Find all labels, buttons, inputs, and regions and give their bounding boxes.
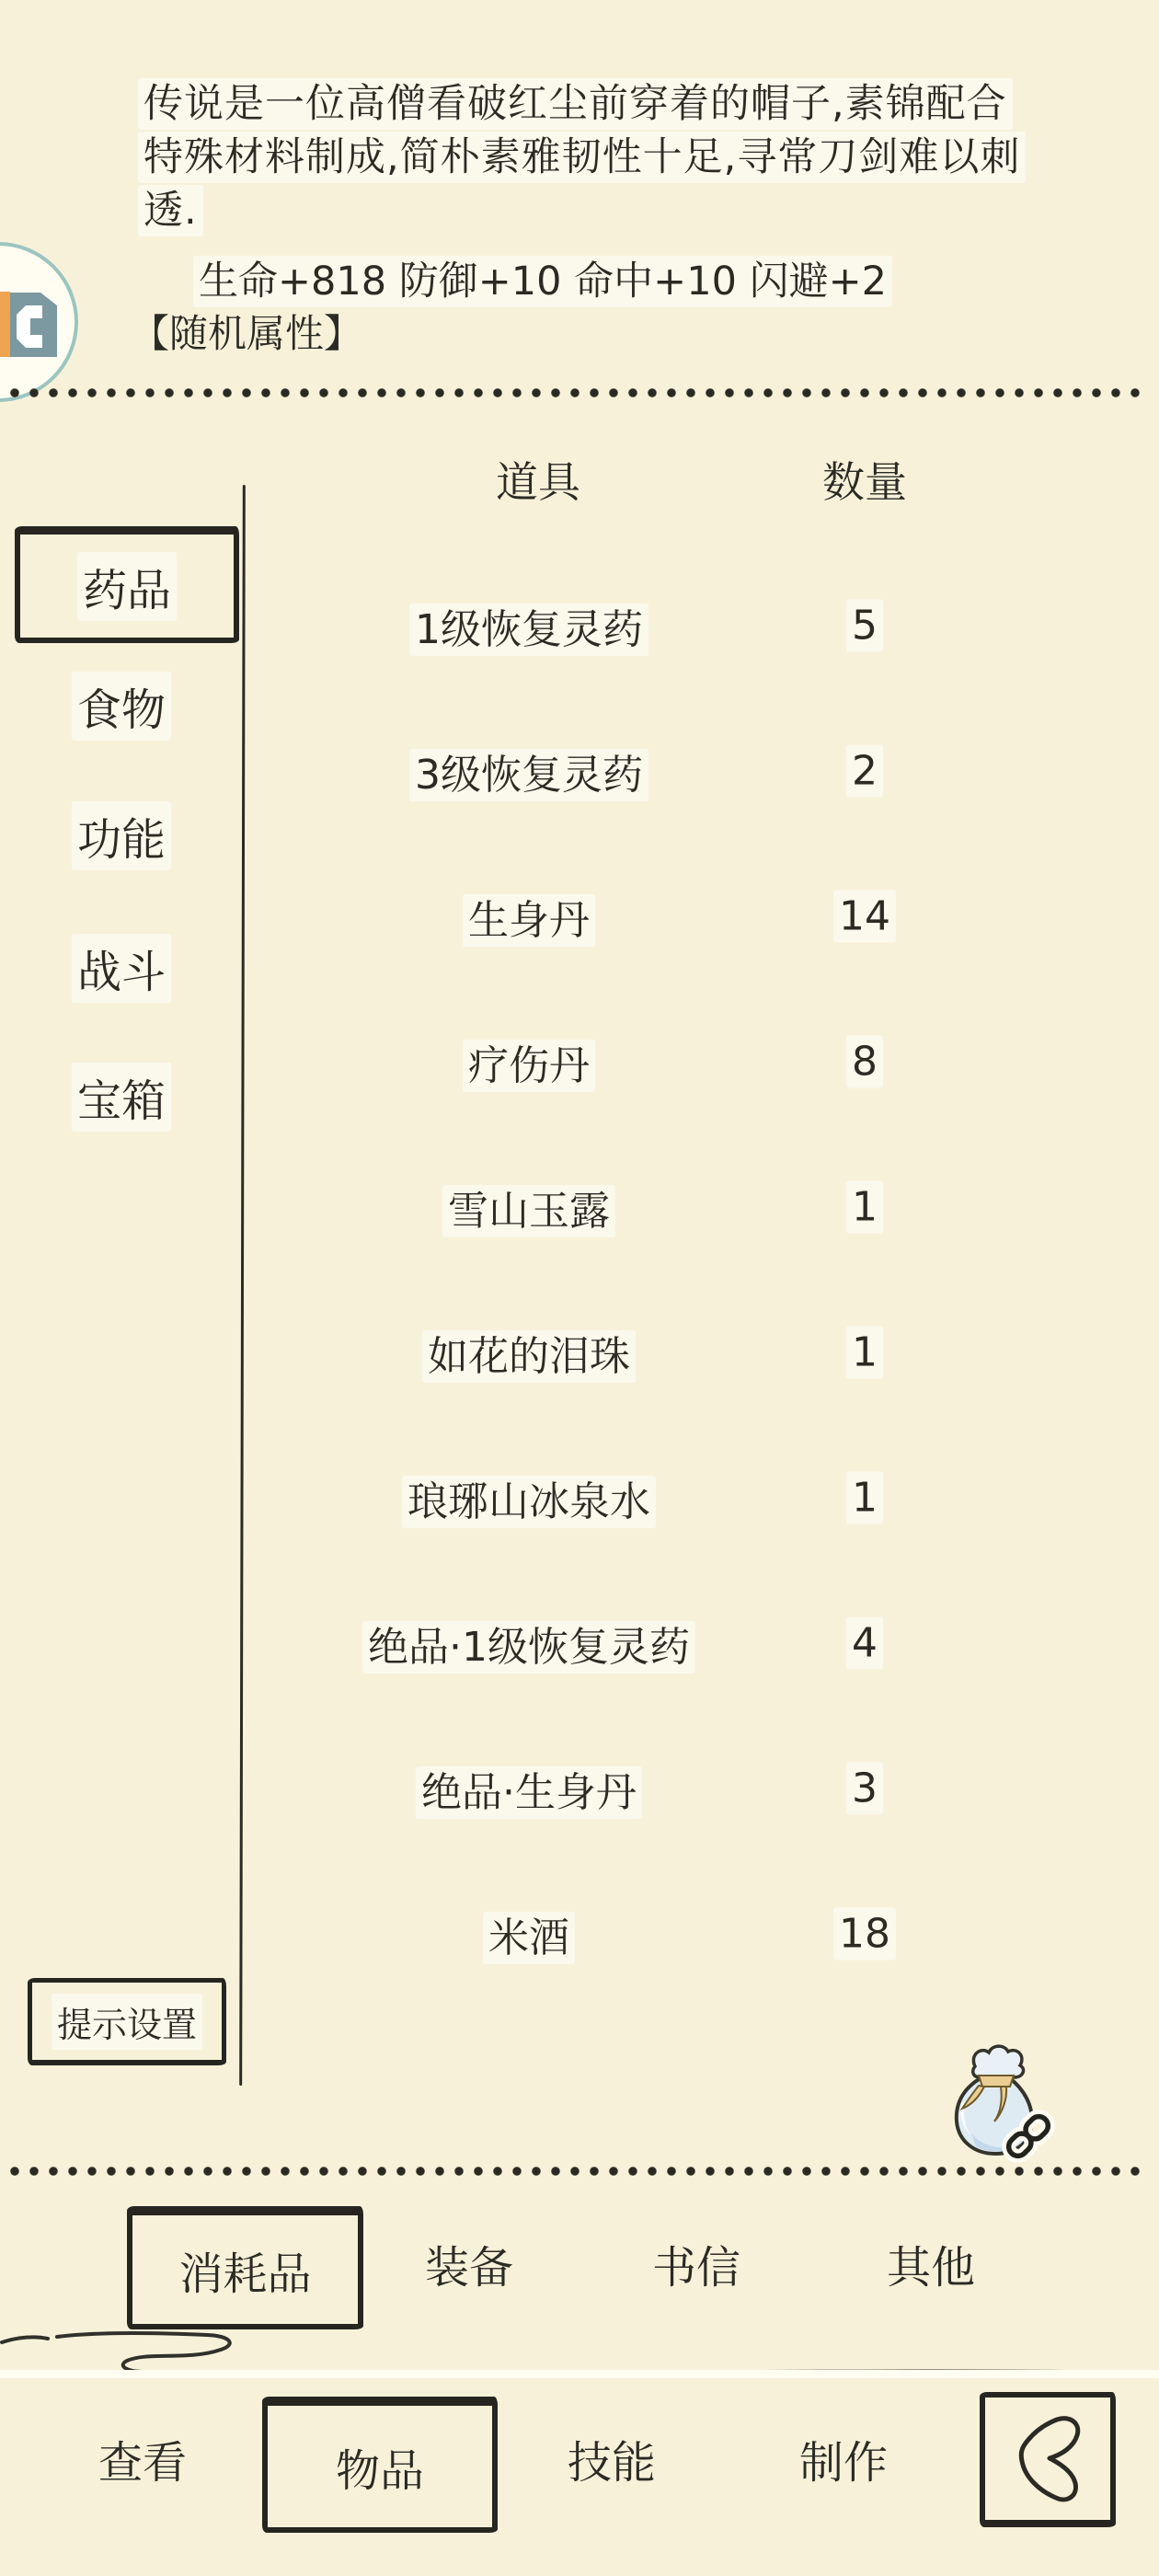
page-edge-squiggle [0,2322,1159,2374]
item-name: 绝品·生身丹 [271,1759,786,1818]
tab-label: 消耗品 [178,2248,312,2300]
tab-others[interactable] [848,2236,1014,2294]
item-name: 疗伤丹 [271,1032,786,1091]
tab-consumables[interactable] [127,2206,363,2329]
nav-items[interactable] [262,2397,498,2533]
money-bag-icon[interactable] [944,2044,1063,2164]
sidebar-category-label: 食物 [72,672,171,741]
inventory-row[interactable] [0,1134,1159,1280]
nav-skills[interactable] [534,2432,690,2489]
dotted-divider-bottom [9,2166,1148,2178]
inventory-row[interactable] [0,553,1159,698]
item-name: 雪山玉露 [271,1178,786,1236]
tab-label: 书信 [651,2241,740,2294]
item-quantity: 1 [800,1475,929,1522]
nav-label: 技能 [567,2436,656,2489]
nav-view[interactable] [64,2432,221,2489]
tip-settings-label: 提示设置 [52,1994,202,2050]
sidebar-category-label: 战斗 [72,934,171,1003]
tab-label: 装备 [424,2241,513,2294]
item-name: 如花的泪珠 [271,1323,786,1382]
item-quantity: 8 [800,1039,929,1086]
nav-label: 查看 [98,2436,187,2489]
back-arrow-icon [1002,2410,1094,2507]
inventory-row[interactable] [0,1570,1159,1716]
nav-label: 制作 [798,2436,888,2489]
assistant-badge[interactable] [0,237,92,407]
item-quantity: 1 [800,1329,929,1376]
inventory-row[interactable] [0,989,1159,1134]
item-quantity: 2 [800,748,929,795]
tab-label: 其他 [886,2241,975,2294]
inventory-row[interactable] [0,698,1159,844]
assistant-logo-orange-bar [0,292,10,357]
back-button[interactable] [980,2392,1116,2527]
item-name: 绝品·1级恢复灵药 [271,1614,786,1673]
inventory-row[interactable] [0,1280,1159,1425]
item-name: 米酒 [271,1904,786,1963]
sidebar-category-label: 功能 [72,801,171,870]
dotted-divider-top [9,387,1148,399]
item-quantity: 5 [800,603,929,650]
column-header-qty: 数量 [822,457,907,507]
inventory-row[interactable] [0,1425,1159,1570]
inventory-row[interactable] [0,1861,1159,2007]
money-bag-knot [973,2046,1024,2077]
inventory-row[interactable] [0,844,1159,989]
item-random-attr-label: 【随机属性】 [131,311,363,356]
tab-equipment[interactable] [386,2236,552,2294]
item-quantity: 1 [800,1184,929,1231]
nav-label: 物品 [335,2444,424,2497]
item-name: 生身丹 [271,887,786,946]
item-quantity: 18 [800,1911,929,1958]
page-edge-gap [0,2370,1159,2378]
column-header-item: 道具 [496,457,580,507]
sidebar-category-label: 宝箱 [72,1063,171,1132]
item-description: 传说是一位高僧看破红尘前穿着的帽子,素锦配合特殊材料制成,简朴素雅韧性十足,寻常刀剑难以刺透. [138,77,1032,237]
inventory-list [0,553,1159,2007]
item-stats: 生命+818 防御+10 命中+10 闪避+2 [193,250,892,306]
item-quantity: 3 [800,1765,929,1812]
sidebar-category-label: 药品 [77,552,177,621]
item-name: 1级恢复灵药 [271,596,786,655]
inventory-row[interactable] [0,1716,1159,1861]
nav-craft[interactable] [765,2432,922,2489]
item-quantity: 14 [800,893,929,940]
tab-letters[interactable] [614,2236,779,2294]
item-name: 琅琊山冰泉水 [271,1468,786,1527]
item-name: 3级恢复灵药 [271,742,786,800]
money-bag-ribbon-band [979,2076,1014,2087]
item-quantity: 4 [800,1620,929,1667]
